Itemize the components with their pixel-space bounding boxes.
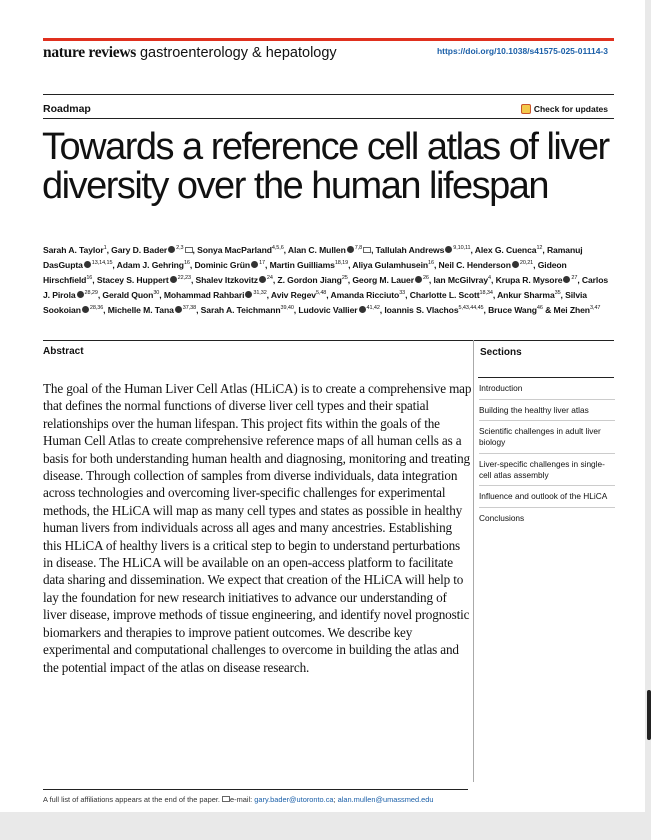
author-name: Shalev Itzkovitz [195, 274, 258, 285]
article-type: Roadmap [43, 103, 91, 115]
orcid-icon[interactable] [563, 276, 570, 283]
author-entry[interactable] [201, 305, 294, 315]
email-separator: ; [333, 795, 336, 804]
doi-link[interactable]: https://doi.org/10.1038/s41575-025-01114-3 [436, 46, 608, 56]
author-affiliation: 18,34 [479, 289, 493, 296]
author-affiliation: 28,29 [84, 289, 98, 296]
author-affiliation: 46 [536, 304, 543, 311]
sections-heading: Sections [480, 347, 522, 358]
email-link-bader[interactable]: gary.bader@utoronto.ca [254, 795, 334, 804]
section-link-introduction[interactable]: Introduction [479, 383, 615, 400]
sections-nav [479, 383, 615, 534]
author-name: Bruce Wang [488, 304, 537, 315]
author-name: Ankur Sharma [497, 289, 555, 300]
author-name: Ian McGilvray [433, 274, 489, 285]
orcid-icon[interactable] [415, 276, 422, 283]
author-name: Alan C. Mullen [287, 244, 346, 255]
author-affiliation: 16 [183, 259, 190, 266]
orcid-icon[interactable] [347, 246, 354, 253]
author-affiliation: 4,5,6 [271, 245, 284, 251]
orcid-icon[interactable] [84, 261, 91, 268]
author-entry[interactable] [410, 290, 493, 300]
author-name: Krupa R. Mysore [495, 274, 563, 285]
author-affiliation: 28,36 [89, 304, 104, 311]
author-name: Gerald Quon [102, 289, 154, 300]
abstract-heading: Abstract [43, 346, 84, 357]
author-entry[interactable] [433, 275, 491, 285]
author-entry[interactable] [277, 275, 347, 285]
author-entry[interactable] [164, 290, 267, 300]
author-entry[interactable] [270, 260, 349, 270]
author-affiliation: 9,10,11 [453, 245, 471, 251]
author-affiliation: 16 [428, 259, 434, 266]
author-name: Gideon Hirschfield [43, 259, 567, 285]
author-name: Aviv Regev [270, 289, 316, 300]
author-affiliation: 4 [488, 274, 492, 281]
author-affiliation: 24 [266, 274, 273, 281]
author-entry[interactable] [196, 275, 273, 285]
author-name: Georg M. Lauer [352, 274, 414, 285]
orcid-icon[interactable] [251, 261, 258, 268]
author-affiliation: 16 [86, 274, 93, 281]
email-label: e-mail: [230, 795, 253, 804]
author-affiliation: 7,8 [354, 245, 363, 251]
section-link-liver-specific[interactable]: Liver-specific challenges in single-cell atlas assembly [479, 459, 615, 486]
author-list: Sarah A. Taylor$^1$, Gary D. Bader $^{2,3}$ , Sonya MacParland$^{4,5,6}$, Alan C. Mullen $^{7,8}$ , Tallulah Andrews $^{9,10,11}$, Alex G. Cuenca$^{12}$, Ramanuj DasGupta $^{13,14,15}$, Adam J. Gehring$^{16}$, Dominic Grün $^{17}$, Martin Guilliams$^{18,19}$, Aliya Gulamhusein$^{16}$, Neil C. Henderson $^{20,21}$, Gideon Hirschfield$^{16}$, Stacey S. Huppert $^{22,23}$, Shalev Itzkovitz $^{24}$, Z. Gordon Jiang$^{25}$, Georg M. Lauer $^{26}$, Ian McGilvray$^4$, Krupa R. Mysore $^{27}$, Carlos J. Pirola $^{28,29}$, Gerald Quon$^{30}$, Mohammad Rahbari $^{31,32}$, Aviv Regev$^{5,48}$, Amanda Ricciuto$^{33}$, Charlotte L. Scott$^{18,34}$, Ankur Sharma$^{35}$, Silvia Sookoian $^{28,36}$, Michelle M. Tana $^{37,38}$, Sarah A. Teichmann$^{39,40}$, Ludovic Vallier $^{41,42}$, Ioannis S. Vlachos$^{5,43,44,45}$, Bruce Wang$^{46}$ & Mei Zhen$^{3,47}$ [43, 244, 609, 315]
author-affiliation: 2,3 [176, 245, 184, 251]
author-affiliation: 35 [554, 289, 561, 296]
author-name: Amanda Ricciuto [330, 289, 400, 300]
author-affiliation: 17 [259, 259, 265, 266]
sections-rule [478, 377, 614, 378]
check-updates-label: Check for updates [533, 104, 608, 114]
author-entry[interactable] [496, 275, 578, 285]
author-entry[interactable] [352, 275, 429, 285]
author-affiliation: 5,43,44,45 [458, 304, 484, 311]
author-name: Gary D. Bader [111, 244, 168, 255]
orcid-icon[interactable] [77, 291, 84, 298]
journal-subtitle: gastroenterology & hepatology [139, 45, 337, 61]
author-entry[interactable] [475, 245, 543, 255]
author-name: Stacey S. Huppert [96, 274, 169, 285]
author-entry[interactable] [197, 245, 284, 255]
author-name: Neil C. Henderson [438, 259, 511, 270]
author-affiliation: 20,21 [519, 259, 534, 266]
email-link-mullen[interactable]: alan.mullen@umassmed.edu [337, 795, 434, 804]
article-title: Towards a reference cell atlas of liver diversity over the human lifespan [42, 126, 609, 207]
author-entry[interactable] [298, 305, 379, 315]
author-entry[interactable] [439, 260, 534, 270]
author-entry[interactable] [488, 305, 543, 315]
authors-rule [43, 340, 614, 341]
author-name: Z. Gordon Jiang [277, 274, 342, 285]
abstract-text: The goal of the Human Liver Cell Atlas (HLiCA) is to create a comprehensive map that defines the normal functions of diverse liver cell types and their spatial relationships over the human lifespan. This project fits within the goals of the Human Cell Atlas to create comprehensive reference maps of all human cells as a basis for both understanding human health and diagnosing, monitoring and treating disease. Through collection of samples from diverse individuals, data integration across technologies and overcoming liver-specific challenges for experimental methods, the HLiCA will map as many cell types and states as possible in healthy human livers from individuals across all ages and many ancestries. Establishing this HLiCA of healthy livers is a critical step to begin to understand perturbations in disease. The HLiCA will be available on an open-access platform to facilitate data sharing and dissemination. We expect that creation of the HLiCA will help to lay the foundation for new research initiatives to advance our understanding of liver disease, improve methods of tissue engineering, and identify novel prognostic biomarkers and therapies to improve patient outcomes. We describe key experimental and computational challenges to overcome in building the atlas and the potential impact of the atlas on disease research. [43, 381, 472, 675]
check-updates-icon [521, 104, 531, 114]
email-icon[interactable] [185, 247, 193, 253]
author-name: Adam J. Gehring [116, 259, 184, 270]
author-name: Martin Guilliams [269, 259, 335, 270]
check-updates-button[interactable] [521, 104, 608, 114]
section-link-influence[interactable]: Influence and outlook of the HLiCA [479, 491, 615, 508]
header-rule [43, 94, 614, 95]
author-affiliation: 3,47 [589, 304, 601, 311]
orcid-icon[interactable] [168, 246, 175, 253]
author-name: Ramanuj DasGupta [43, 244, 583, 270]
author-affiliation: 1 [103, 245, 107, 251]
author-name: Mei Zhen [553, 304, 590, 315]
author-affiliation: 18,19 [334, 259, 349, 266]
author-entry[interactable] [194, 260, 265, 270]
orcid-icon[interactable] [170, 276, 177, 283]
journal-brand: nature reviews [43, 44, 136, 61]
orcid-icon[interactable] [512, 261, 519, 268]
column-divider [473, 340, 474, 782]
footnote-rule [43, 789, 468, 790]
journal-name[interactable] [43, 44, 337, 62]
author-name: Ioannis S. Vlachos [384, 304, 459, 315]
footnote [43, 795, 473, 805]
orcid-icon[interactable] [359, 306, 366, 313]
author-name: Sonya MacParland [197, 244, 272, 255]
orcid-icon[interactable] [245, 291, 252, 298]
author-affiliation: 27 [571, 274, 578, 281]
author-entry[interactable] [352, 260, 434, 270]
author-name: Carlos J. Pirola [43, 274, 609, 300]
author-entry[interactable] [102, 290, 159, 300]
author-entry[interactable] [376, 245, 471, 255]
author-entry[interactable] [111, 245, 192, 255]
author-name: Aliya Gulamhusein [352, 259, 429, 270]
author-affiliation: 41,42 [366, 304, 380, 311]
author-affiliation: 37,38 [182, 304, 197, 311]
author-entry[interactable] [108, 305, 196, 315]
author-entry[interactable] [117, 260, 190, 270]
section-link-conclusions[interactable]: Conclusions [479, 512, 525, 523]
author-affiliation: 26 [422, 274, 429, 281]
section-link-building[interactable]: Building the healthy liver atlas [479, 405, 615, 422]
author-name: Dominic Grün [194, 259, 251, 270]
orcid-icon[interactable] [259, 276, 266, 283]
scrollbar[interactable] [647, 690, 651, 740]
author-affiliation: 12 [536, 245, 543, 251]
type-rule [43, 118, 614, 119]
author-affiliation: 31,32 [253, 289, 267, 296]
author-name: Michelle M. Tana [107, 304, 174, 315]
author-affiliation: 22,23 [177, 274, 191, 281]
author-name: Ludovic Vallier [298, 304, 358, 315]
author-entry[interactable] [554, 305, 601, 315]
email-icon [222, 796, 230, 802]
journal-accent-bar [43, 38, 614, 41]
author-name: Tallulah Andrews [375, 244, 445, 255]
author-affiliation: 13,14,15 [91, 259, 113, 266]
author-name: Silvia Sookoian [43, 289, 587, 315]
author-entry[interactable] [43, 245, 107, 255]
author-affiliation: 25 [341, 274, 348, 281]
author-affiliation: 33 [399, 289, 406, 296]
author-entry[interactable] [271, 290, 326, 300]
author-affiliation: 39,40 [280, 304, 294, 311]
email-icon[interactable] [363, 247, 371, 253]
author-affiliation: 30 [153, 289, 160, 296]
author-entry[interactable] [384, 305, 483, 315]
author-name: Charlotte L. Scott [409, 289, 480, 300]
author-entry[interactable] [497, 290, 560, 300]
author-name: Mohammad Rahbari [163, 289, 245, 300]
author-entry[interactable] [288, 245, 371, 255]
orcid-icon[interactable] [175, 306, 182, 313]
author-name: Sarah A. Taylor [43, 244, 104, 255]
author-affiliation: 5,48 [315, 289, 327, 296]
author-name: Sarah A. Teichmann [200, 304, 281, 315]
footnote-text: A full list of affiliations appears at the end of the paper. [43, 795, 220, 804]
author-entry[interactable] [331, 290, 406, 300]
section-link-scientific-challenges[interactable]: Scientific challenges in adult liver biology [479, 426, 615, 453]
orcid-icon[interactable] [82, 306, 89, 313]
orcid-icon[interactable] [445, 246, 452, 253]
author-name: Alex G. Cuenca [474, 244, 537, 255]
author-entry[interactable] [97, 275, 191, 285]
